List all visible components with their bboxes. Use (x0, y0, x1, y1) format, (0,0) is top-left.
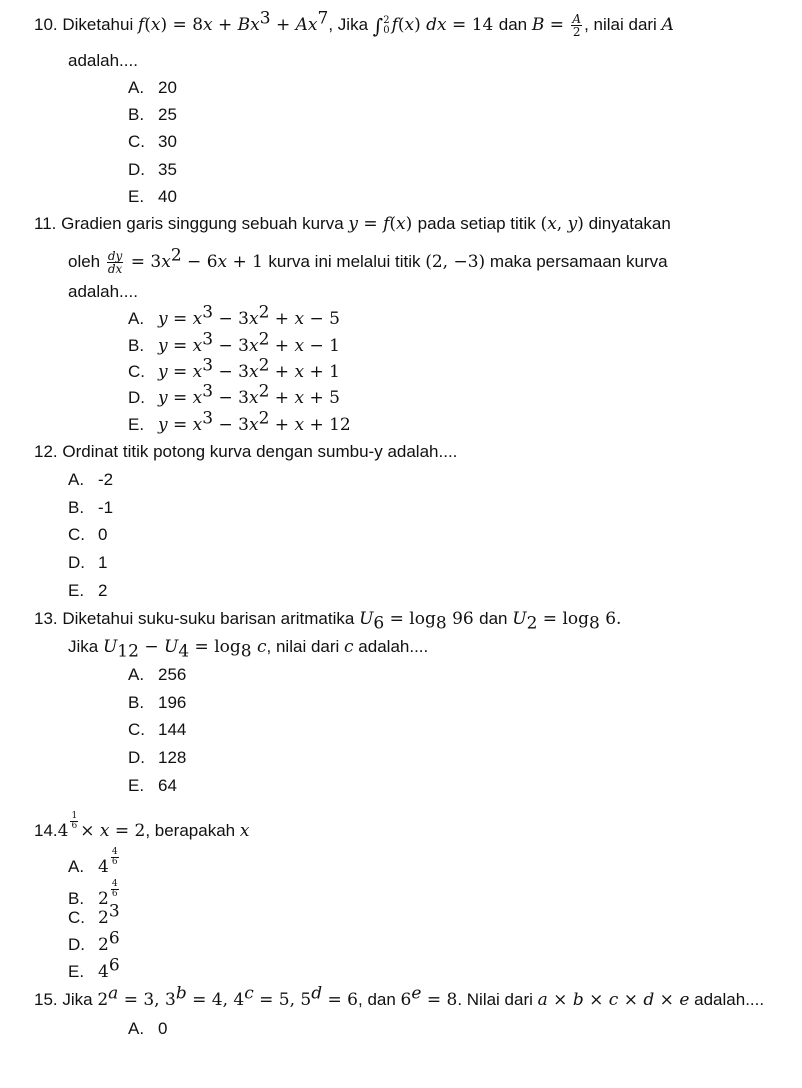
q13-option-a[interactable]: A. 256 (128, 665, 187, 684)
q13-option-b[interactable]: B. 196 (128, 693, 187, 712)
q13-line1: 13. Diketahui suku-suku barisan aritmatika $U_6 = \log_8 96$ dan $U_2 = \log_8 6$. (34, 609, 622, 634)
q13-line2: Jika $U_{12} - U_4 = \log_8 c$, nilai dari c adalah.... (68, 637, 429, 662)
q10-function: f (137, 14, 145, 35)
q10-option-a[interactable]: A. 20 (128, 78, 177, 97)
q14-option-d[interactable]: D. $2^6$ (68, 928, 120, 955)
q11-option-e[interactable]: E. $y = x^3 - 3x^2 + x + 12$ (128, 408, 351, 435)
q15-line1: 15. Jika $2^a = 3$, $3^b = 4$, $4^c = 5$, $5^d = 6$, dan $6^e = 8$. Nilai dari a × b × c × d × e adalah.... (34, 983, 765, 1010)
q15-option-a[interactable]: A. 0 (128, 1019, 168, 1038)
q12-line1: 12. Ordinat titik potong kurva dengan sumbu-y adalah.... (34, 442, 458, 461)
q12-option-c[interactable]: C. 0 (68, 525, 108, 544)
q13-option-d[interactable]: D. 128 (128, 748, 187, 767)
q12-number: 12. (34, 442, 58, 461)
q12-option-b[interactable]: B. -1 (68, 498, 114, 517)
q10-line2: adalah.... (68, 51, 138, 70)
integral-symbol: ∫ (372, 13, 384, 38)
q12-option-d[interactable]: D. 1 (68, 553, 108, 572)
q12-option-e[interactable]: E. 2 (68, 581, 108, 600)
q12-option-a[interactable]: A. -2 (68, 470, 114, 489)
q14-number: 14. (34, 821, 58, 840)
q13-option-c[interactable]: C. 144 (128, 720, 187, 739)
q10-text: Diketahui (62, 14, 134, 34)
q11-option-a[interactable]: A. $y = x^3 - 3x^2 + x - 5$ (128, 302, 340, 329)
q14-option-c[interactable]: C. $2^3$ (68, 901, 120, 928)
q10-option-c[interactable]: C. 30 (128, 132, 177, 151)
q15-number: 15. (34, 990, 58, 1009)
q10-option-e[interactable]: E. 40 (128, 187, 177, 206)
q11-line2: oleh $\frac{dy}{dx}$ = $3x^2 - 6x + 1$ kurva ini melalui titik (2, −3) maka persamaan kurva (68, 245, 668, 276)
q10-number: 10. (34, 14, 58, 34)
q11-option-b[interactable]: B. $y = x^3 - 3x^2 + x - 1$ (128, 329, 340, 356)
q10-line1: 10. Diketahui $f(x) = 8x + Bx^3 + Ax^7$, Jika ∫ 2 0 f(x) dx = 14 dan B = $\frac{A}{2}$ , nilai dari A (34, 8, 674, 39)
q14-option-e[interactable]: E. $4^6$ (68, 955, 120, 982)
q11-number: 11. (34, 214, 57, 233)
q11-line3: adalah.... (68, 282, 138, 301)
q11-line1: 11. Gradien garis singgung sebuah kurva y = f(x) pada setiap titik (x, y) dinyatakan (34, 214, 671, 234)
q14-line1: 14.4 $\frac{1}{6}$ × x = 2, berapakah x (34, 811, 250, 841)
q14-option-b[interactable]: B. 2 $\frac{4}{6}$ (68, 879, 118, 909)
q10-option-b[interactable]: B. 25 (128, 105, 177, 124)
q11-option-c[interactable]: C. $y = x^3 - 3x^2 + x + 1$ (128, 355, 340, 382)
q10-option-d[interactable]: D. 35 (128, 160, 177, 179)
q14-option-a[interactable]: A. 4 $\frac{4}{6}$ (68, 847, 118, 877)
q13-option-e[interactable]: E. 64 (128, 776, 177, 795)
q11-option-d[interactable]: D. $y = x^3 - 3x^2 + x + 5$ (128, 381, 340, 408)
q13-number: 13. (34, 609, 58, 628)
